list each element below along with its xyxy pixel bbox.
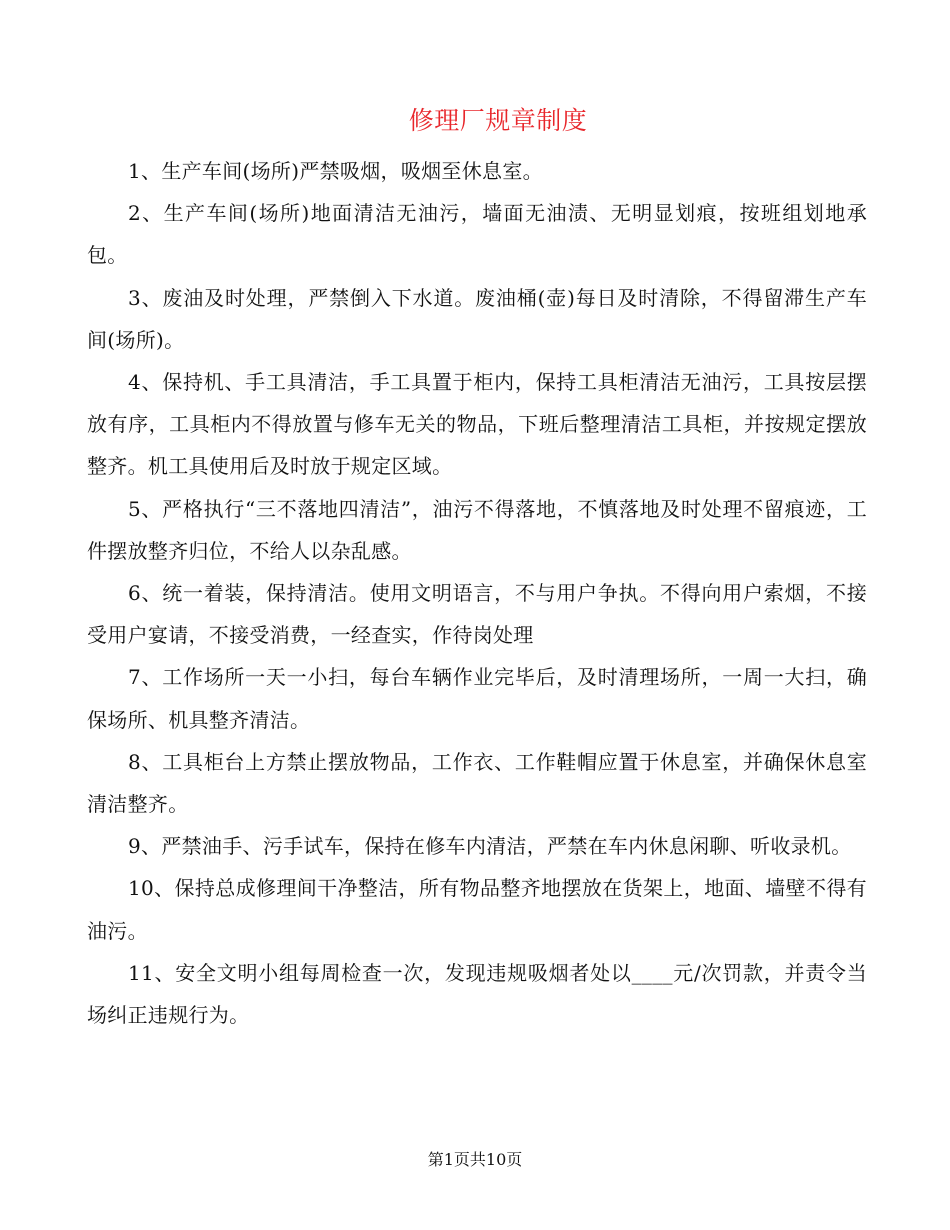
rule-paragraph-4: 4、保持机、手工具清洁，手工具置于柜内，保持工具柜清洁无油污，工具按层摆放有序，工具柜内不得放置与修车无关的物品，下班后整理清洁工具柜，并按规定摆放整齐。机工具使用后及时放于规定区域。 [87, 370, 867, 479]
rule-paragraph-6: 6、统一着装，保持清洁。使用文明语言，不与用户争执。不得向用户索烟，不接受用户宴请，不接受消费，一经查实，作待岗处理 [87, 581, 867, 648]
rule-paragraph-3: 3、废油及时处理，严禁倒入下水道。废油桶(壶)每日及时清除，不得留滞生产车间(场所)。 [87, 285, 867, 352]
rule-paragraph-2: 2、生产车间(场所)地面清洁无油污，墙面无油渍、无明显划痕，按班组划地承包。 [87, 201, 867, 268]
rule-paragraph-11: 11、安全文明小组每周检查一次，发现违规吸烟者处以____元/次罚款，并责令当场纠正违规行为。 [87, 960, 867, 1028]
document-title: 修理厂规章制度 [408, 106, 588, 135]
rule-paragraph-10: 10、保持总成修理间干净整洁，所有物品整齐地摆放在货架上，地面、墙壁不得有油污。 [87, 876, 867, 943]
rule-paragraph-5: 5、严格执行“三不落地四清洁”，油污不得落地，不慎落地及时处理不留痕迹，工件摆放整齐归位，不给人以杂乱感。 [87, 496, 867, 563]
document-body [87, 150, 867, 1036]
page-number: 第1页共10页 [427, 1150, 523, 1169]
rule-paragraph-8: 8、工具柜台上方禁止摆放物品，工作衣、工作鞋帽应置于休息室，并确保休息室清洁整齐。 [87, 749, 867, 817]
rule-paragraph-9: 9、严禁油手、污手试车，保持在修车内清洁，严禁在车内休息闲聊、听收录机。 [128, 834, 852, 859]
rule-paragraph-7: 7、工作场所一天一小扫，每台车辆作业完毕后，及时清理场所，一周一大扫，确保场所、机具整齐清洁。 [87, 665, 867, 732]
rule-paragraph-1: 1、生产车间(场所)严禁吸烟，吸烟至休息室。 [128, 159, 543, 183]
